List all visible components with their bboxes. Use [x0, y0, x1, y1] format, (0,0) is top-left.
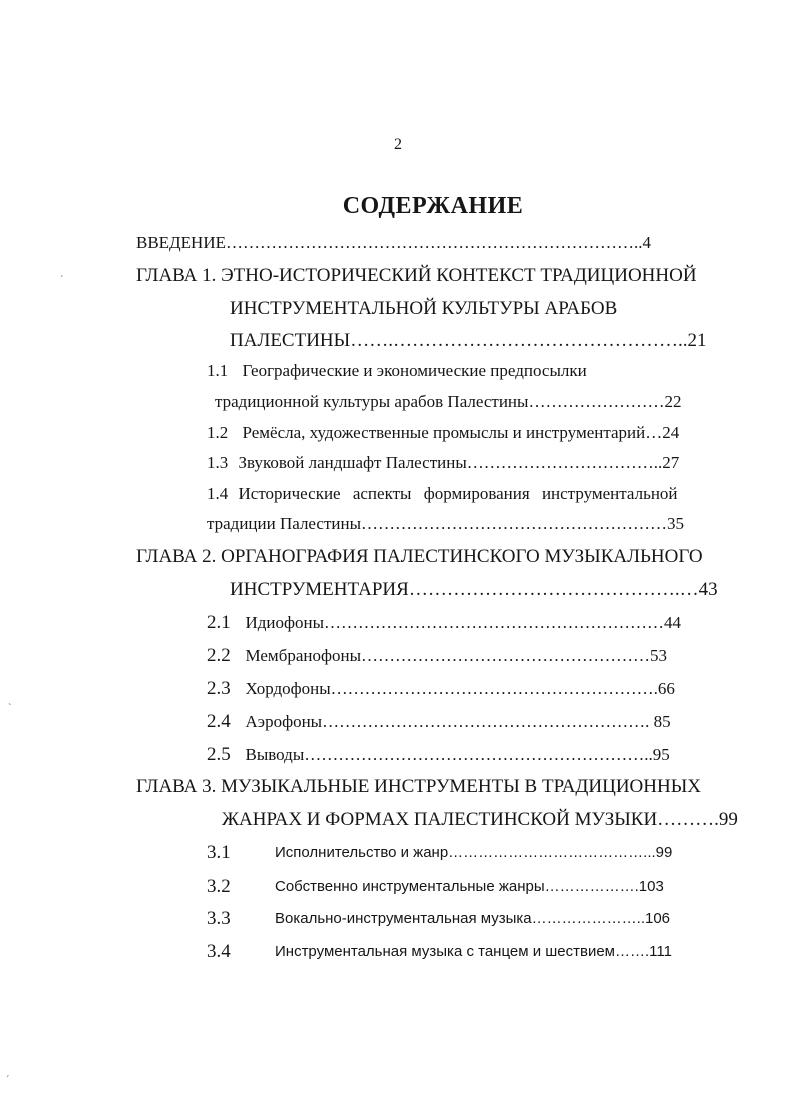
section-number: 2.3: [207, 678, 231, 699]
section-number: 3.3: [207, 908, 231, 929]
scan-mark: ˊ: [60, 275, 64, 286]
toc-chapter-2-line-2: ИНСТРУМЕНТАРИЯ…………………………………….…43: [230, 579, 718, 600]
section-number: 1.2: [207, 423, 229, 442]
toc-section-2-2: [207, 645, 667, 667]
toc-section-1-1-cont: традиционной культуры арабов Палестины……………………22: [215, 392, 682, 411]
toc-section-1-2: [207, 423, 679, 443]
section-number: 3.4: [207, 941, 231, 962]
page-number: 2: [394, 136, 402, 153]
section-title: Собственно инструментальные жанры……………….103: [275, 878, 664, 895]
section-number: 2.5: [207, 744, 231, 765]
toc-section-1-4: [207, 484, 678, 504]
toc-section-3-2: [207, 876, 664, 898]
toc-chapter-3-line-1: ГЛАВА 3. МУЗЫКАЛЬНЫЕ ИНСТРУМЕНТЫ В ТРАДИЦИОННЫХ: [136, 776, 702, 797]
page-title: СОДЕРЖАНИЕ: [342, 193, 524, 219]
toc-section-3-4: [207, 941, 672, 963]
section-title: Инструментальная музыка с танцем и шествием…….111: [275, 943, 672, 960]
section-number: 2.2: [207, 645, 231, 666]
section-title: Выводы……………………………………………………..95: [245, 745, 670, 764]
toc-section-2-4: [207, 711, 671, 733]
section-title: Звуковой ландшафт Палестины……………………………..27: [238, 453, 680, 472]
section-title: Хордофоны………………………………………………….66: [245, 679, 675, 698]
section-title: Аэрофоны…………………………………………………. 85: [245, 712, 671, 731]
section-title: Исполнительство и жанр…………………………………...99: [275, 844, 673, 861]
toc-entry-introduction: ВВЕДЕНИЕ………………………………………………………………..4: [136, 233, 651, 252]
section-title: Вокально-инструментальная музыка…………………..106: [275, 910, 671, 927]
toc-section-1-1: [207, 361, 587, 381]
scan-mark: ˋ: [8, 703, 12, 714]
toc-chapter-1-line-1: ГЛАВА 1. ЭТНО-ИСТОРИЧЕСКИЙ КОНТЕКСТ ТРАДИЦИОННОЙ: [136, 265, 697, 286]
scan-mark: ˊ: [6, 1075, 10, 1086]
section-title: Географические и экономические предпосылки: [242, 361, 587, 380]
section-title: Мембранофоны……………………………………………53: [245, 646, 668, 665]
section-number: 3.1: [207, 842, 231, 863]
toc-chapter-2-line-1: ГЛАВА 2. ОРГАНОГРАФИЯ ПАЛЕСТИНСКОГО МУЗЫКАЛЬНОГО: [136, 546, 703, 567]
toc-section-1-3: [207, 453, 679, 473]
toc-chapter-1-line-2: ИНСТРУМЕНТАЛЬНОЙ КУЛЬТУРЫ АРАБОВ: [230, 298, 618, 319]
section-number: 3.2: [207, 876, 231, 897]
section-title: Исторические аспекты формирования инструментальной: [238, 484, 678, 503]
section-number: 2.1: [207, 612, 231, 633]
section-number: 1.1: [207, 361, 229, 380]
toc-section-2-1: [207, 612, 681, 634]
toc-chapter-3-line-2: ЖАНРАХ И ФОРМАХ ПАЛЕСТИНСКОЙ МУЗЫКИ……….99: [222, 809, 738, 830]
section-number: 2.4: [207, 711, 231, 732]
toc-chapter-1-line-3: ПАЛЕСТИНЫ…….………………………………………..21: [230, 330, 707, 351]
toc-section-1-4-cont: традиции Палестины………………………………………………35: [207, 514, 684, 533]
toc-section-3-3: [207, 908, 671, 930]
section-number: 1.4: [207, 484, 229, 503]
toc-section-2-5: [207, 744, 670, 766]
section-number: 1.3: [207, 453, 229, 472]
toc-section-2-3: [207, 678, 675, 700]
section-title: Ремёсла, художественные промыслы и инструментарий…24: [242, 423, 680, 442]
toc-section-3-1: [207, 842, 673, 864]
section-title: Идиофоны……………………………………………………44: [245, 613, 682, 632]
